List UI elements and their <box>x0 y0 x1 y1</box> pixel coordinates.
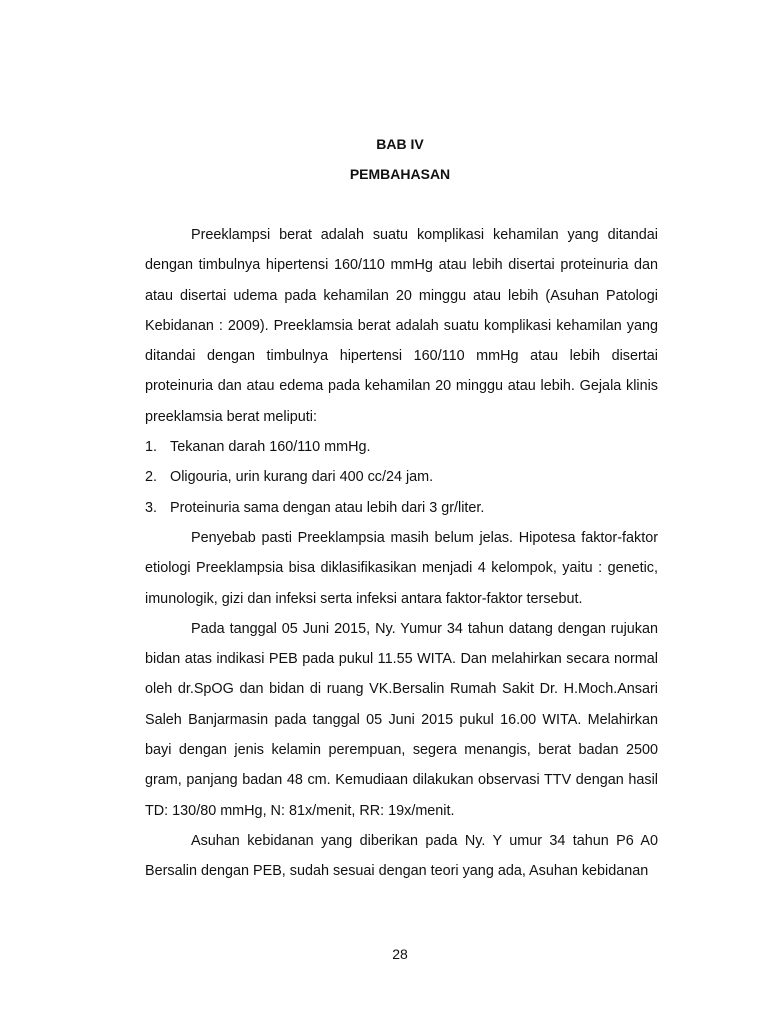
list-item-number: 1. <box>145 439 158 456</box>
list-item <box>145 493 658 523</box>
chapter-heading: BAB IV <box>376 136 424 152</box>
paragraph-4: Asuhan kebidanan yang diberikan pada Ny. Y umur 34 tahun P6 A0 Bersalin dengan PEB, sudah sesuai dengan teori yang ada, Asuhan kebidanan <box>145 832 658 880</box>
symptom-list <box>145 432 658 523</box>
paragraph-2: Penyebab pasti Preeklampsia masih belum jelas. Hipotesa faktor-faktor etiologi Preeklampsia bisa diklasifikasikan menjadi 4 kelompok, yaitu : genetic, imunologik, gizi dan infeksi serta infeksi antara faktor-faktor tersebut. <box>145 529 658 607</box>
paragraph-1: Preeklampsi berat adalah suatu komplikasi kehamilan yang ditandai dengan timbulnya hipertensi 160/110 mmHg atau lebih disertai proteinuria dan atau disertai udema pada kehamilan 20 minggu atau lebih (Asuhan Patologi Kebidanan : 2009). Preeklamsia berat adalah suatu komplikasi kehamilan yang ditandai dengan timbulnya hipertensi 160/110 mmHg atau lebih disertai proteinuria dan atau edema pada kehamilan 20 minggu atau lebih. Gejala klinis preeklamsia berat meliputi: <box>145 227 658 425</box>
list-item-text: Tekanan darah 160/110 mmHg. <box>170 439 371 456</box>
list-item-text: Proteinuria sama dengan atau lebih dari 3 gr/liter. <box>170 499 485 516</box>
list-item-number: 2. <box>145 469 158 486</box>
page-number: 28 <box>392 946 408 962</box>
chapter-title: PEMBAHASAN <box>349 166 451 182</box>
paragraph-3: Pada tanggal 05 Juni 2015, Ny. Yumur 34 tahun datang dengan rujukan bidan atas indikasi PEB pada pukul 11.55 WITA. Dan melahirkan secara normal oleh dr.SpOG dan bidan di ruang VK.Bersalin Rumah Sakit Dr. H.Moch.Ansari Saleh Banjarmasin pada tanggal 05 Juni 2015 pukul 16.00 WITA. Melahirkan bayi dengan jenis kelamin perempuan, segera menangis, berat badan 2500 gram, panjang badan 48 cm. Kemudiaan dilakukan observasi TTV dengan hasil TD: 130/80 mmHg, N: 81x/menit, RR: 19x/menit. <box>145 620 658 819</box>
list-item-text: Oligouria, urin kurang dari 400 cc/24 jam. <box>170 469 434 486</box>
list-item <box>145 462 658 492</box>
list-item-number: 3. <box>145 499 158 516</box>
body-text <box>145 220 658 887</box>
list-item <box>145 432 658 462</box>
